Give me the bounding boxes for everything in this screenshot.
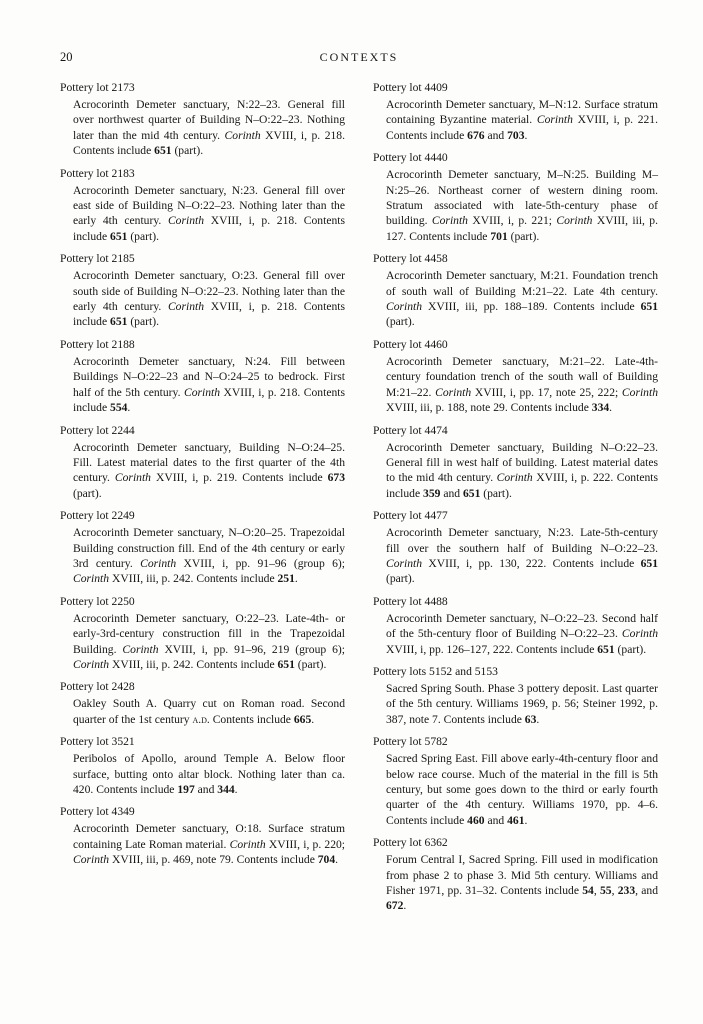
lot-description <box>73 97 345 159</box>
text-run: . <box>524 128 528 142</box>
text-run: . <box>127 401 131 415</box>
catalog-number: 651 <box>110 229 128 243</box>
text-run: Acrocorinth Demeter sanctuary, N:23. Late-5th-century fill over the southern half of Building N–O:22–23. <box>386 526 658 555</box>
text-run: XVIII, iii, p. 188, note 29. Contents include <box>386 401 592 415</box>
text-run: . <box>609 401 613 415</box>
text-run: , <box>611 884 618 898</box>
text-run: XVIII, i, pp. 91–96, 219 (group 6); <box>158 642 345 656</box>
lot-description <box>73 268 345 330</box>
catalog-number: 63 <box>524 712 537 726</box>
text-run: Corinth <box>621 627 658 641</box>
catalog-number: 344 <box>217 783 235 796</box>
text-run: XVIII, i, pp. 91–96 (group 6); <box>176 556 345 570</box>
text-run: Acrocorinth Demeter sanctuary, Building N–O:22–23. General fill in west half of building. Latest material dates to the mid 4th century. <box>386 440 658 485</box>
text-run: Acrocorinth Demeter sanctuary, N:22–23. General fill over northwest quarter of Building N–O:22–23. Nothing later than the mid 4th century. <box>73 98 345 142</box>
lot-description <box>386 167 658 244</box>
page-header <box>60 50 658 68</box>
pottery-lot-entry <box>60 166 345 245</box>
text-run: Sacred Spring South. Phase 3 pottery deposit. Last quarter of the 5th century. Williams 1969, p. 56; Steiner 1992, p. 387, note 7. Contents include <box>386 681 658 726</box>
text-run: (part). <box>294 657 327 671</box>
pottery-lot-entry <box>60 508 345 587</box>
catalog-number: 197 <box>177 783 195 796</box>
text-run: Acrocorinth Demeter sanctuary, O:23. General fill over south side of Building N–O:22–23. Nothing later than the early 4th century. <box>73 269 345 314</box>
pottery-lot-entry <box>373 423 658 502</box>
lot-heading: Pottery lot 4460 <box>373 337 448 351</box>
lot-heading: Pottery lot 4440 <box>373 151 448 165</box>
lot-description <box>386 751 658 828</box>
catalog-number: 55 <box>599 884 612 898</box>
text-run: XVIII, i, p. 221; <box>467 214 557 228</box>
catalog-number: 54 <box>582 884 594 898</box>
lot-heading: Pottery lot 4409 <box>373 81 448 94</box>
lot-heading: Pottery lot 4458 <box>373 252 448 266</box>
pottery-lot-entry <box>373 734 658 828</box>
text-run: Contents include <box>209 712 294 726</box>
lot-heading: Pottery lot 3521 <box>60 735 135 749</box>
catalog-number: 703 <box>507 128 525 142</box>
text-run: Corinth <box>167 214 205 228</box>
text-run: (part). <box>614 642 647 656</box>
catalog-number: 651 <box>640 300 658 314</box>
text-run: XVIII, i, p. 218. Contents include <box>73 300 346 329</box>
catalog-number: 701 <box>490 229 508 243</box>
pottery-lot-entry <box>373 508 658 587</box>
catalog-number: 651 <box>640 556 658 570</box>
text-run: Corinth <box>114 471 151 485</box>
text-run: Corinth <box>73 853 110 867</box>
text-run: (part). <box>171 144 204 158</box>
text-run: Corinth <box>431 214 468 228</box>
text-run: XVIII, i, pp. 126–127, 222. Contents include <box>386 642 598 656</box>
catalog-number: 460 <box>467 813 485 827</box>
column-left <box>60 80 345 921</box>
lot-heading: Pottery lot 4349 <box>60 805 135 819</box>
text-run: Corinth <box>496 471 533 485</box>
text-run: Corinth <box>556 214 593 228</box>
text-run: Acrocorinth Demeter sanctuary, O:22–23. Late-4th- or early-3rd-century construction fill in the Trapezoidal Building. <box>73 611 345 656</box>
lot-heading: Pottery lot 2244 <box>60 423 135 437</box>
catalog-number: 554 <box>110 401 128 415</box>
running-head: CONTEXTS <box>319 50 399 64</box>
text-run: Corinth <box>621 385 658 399</box>
text-run: (part). <box>73 486 102 500</box>
catalog-number: 651 <box>597 642 615 656</box>
text-run: Acrocorinth Demeter sanctuary, N–O:20–25. Trapezoidal Building construction fill. End of the 4th century or early 3rd century. <box>73 526 345 570</box>
text-run: (part). <box>386 572 415 586</box>
catalog-number: 665 <box>293 712 312 726</box>
text-run: XVIII, i, p. 220; <box>265 837 346 851</box>
lot-description <box>386 611 658 657</box>
text-run: Corinth <box>73 657 110 671</box>
text-run: Acrocorinth Demeter sanctuary, N:24. Fill between Buildings N–O:22–23 and N–O:24–25 to bedrock. First half of the 5th century. <box>73 354 345 399</box>
text-run: Acrocorinth Demeter sanctuary, N–O:22–23. Second half of the 5th-century floor of Building N–O:22–23. <box>386 611 658 641</box>
text-run: XVIII, i, pp. 17, note 25, 222; <box>471 385 622 399</box>
lot-description <box>386 268 658 330</box>
text-run: (part). <box>127 315 159 329</box>
lot-heading: Pottery lot 2173 <box>60 81 135 94</box>
text-run: Corinth <box>536 113 573 127</box>
text-run: . <box>234 783 238 796</box>
pottery-lot-entry <box>60 804 345 867</box>
pottery-lot-entry <box>60 594 345 673</box>
text-run: XVIII, iii, p. 242. Contents include <box>109 657 278 671</box>
text-run: Acrocorinth Demeter sanctuary, Building N–O:24–25. Fill. Latest material dates to the first quarter of the 4th century. <box>73 440 345 485</box>
text-run: Acrocorinth Demeter sanctuary, M:21–22. Late-4th-century foundation trench of the south wall of Building M:21–22. <box>386 354 658 399</box>
lot-heading: Pottery lots 5152 and 5153 <box>373 664 498 678</box>
catalog-number: 704 <box>317 853 336 867</box>
pottery-lot-entry <box>373 664 658 727</box>
catalog-number: 651 <box>462 486 481 500</box>
catalog-number: 251 <box>277 572 295 586</box>
pottery-lot-entry <box>60 679 345 727</box>
text-run: Peribolos of Apollo, around Temple A. Below floor surface, butting onto altar block. Nothing later than ca. 420. Contents include <box>73 752 345 796</box>
lot-description <box>73 696 345 727</box>
text-run: Sacred Spring East. Fill above early-4th-century floor and below race course. Much of the material in the fill is 5th century, but some goes down to the third or early fourth quarter of the 4th century. Williams 1970, pp. 4–6. Contents include <box>386 752 658 827</box>
lot-description <box>386 440 658 502</box>
catalog-number: 651 <box>154 144 172 158</box>
text-run: (part). <box>127 229 159 243</box>
text-run: XVIII, iii, p. 469, note 79. Contents include <box>109 853 318 867</box>
catalog-number: 673 <box>327 471 345 485</box>
lot-heading: Pottery lot 2250 <box>60 594 135 608</box>
pottery-lot-entry <box>373 594 658 657</box>
lot-description <box>73 751 345 797</box>
text-run: , and <box>635 884 658 898</box>
text-run: Corinth <box>183 385 221 399</box>
text-run: XVIII, iii, p. 127. Contents include <box>386 214 658 243</box>
column-right <box>373 80 658 921</box>
catalog-number: 676 <box>467 128 485 142</box>
lot-heading: Pottery lot 5782 <box>373 735 448 749</box>
text-run: Corinth <box>386 300 423 314</box>
lot-description <box>73 525 345 587</box>
text-run: . <box>311 712 315 726</box>
catalog-number: 334 <box>591 401 610 415</box>
text-run: Corinth <box>435 385 472 399</box>
text-run: . <box>536 712 540 726</box>
text-run: . <box>335 853 339 867</box>
text-run: XVIII, i, p. 218. Contents include <box>73 385 345 415</box>
text-run: (part). <box>480 486 512 500</box>
lot-description <box>386 525 658 587</box>
lot-description <box>73 821 345 867</box>
lot-heading: Pottery lot 2183 <box>60 166 135 180</box>
text-run: XVIII, i, p. 218. Contents include <box>73 214 346 243</box>
text-run: Acrocorinth Demeter sanctuary, O:18. Surface stratum containing Late Roman material. <box>73 822 345 851</box>
lot-heading: Pottery lot 4477 <box>373 509 448 523</box>
pottery-lot-entry <box>60 251 345 330</box>
pottery-lot-entry <box>373 80 658 143</box>
lot-description <box>73 440 345 502</box>
lot-description <box>73 611 345 673</box>
catalog-number: 359 <box>423 486 441 500</box>
catalog-number: 651 <box>277 657 295 671</box>
lot-heading: Pottery lot 2185 <box>60 252 135 266</box>
text-run: and <box>440 486 463 500</box>
lot-heading: Pottery lot 4488 <box>373 594 448 608</box>
text-run: Oakley South A. Quarry cut on Roman road. Second quarter of the 1st century <box>73 697 345 726</box>
catalog-number: 651 <box>110 315 128 329</box>
text-run: Corinth <box>167 300 205 314</box>
text-run: a.d. <box>192 712 210 726</box>
text-run: Forum Central I, Sacred Spring. Fill used in modification from phase 2 to phase 3. Mid 5th century. Williams and Fisher 1971, pp. 31–32. Contents include <box>386 853 658 898</box>
text-run: . <box>294 572 298 586</box>
text-run: Acrocorinth Demeter sanctuary, N:23. General fill over east side of Building N–O:22–23. Nothing later than the early 4th century. <box>73 183 345 228</box>
pottery-lot-entry <box>60 80 345 159</box>
text-run: Corinth <box>229 837 266 851</box>
text-run: . <box>403 899 407 913</box>
lot-heading: Pottery lot 2188 <box>60 337 135 351</box>
page-number: 20 <box>60 50 73 64</box>
pottery-lot-entry <box>60 337 345 416</box>
catalog-number: 672 <box>386 899 404 913</box>
text-run: XVIII, iii, pp. 188–189. Contents include <box>422 300 641 314</box>
pottery-lot-entry <box>60 423 345 502</box>
lot-heading: Pottery lot 2428 <box>60 680 135 694</box>
lot-description <box>386 354 658 416</box>
text-run: Acrocorinth Demeter sanctuary, M–N:12. Surface stratum containing Byzantine material. <box>386 98 658 127</box>
text-run: and <box>484 813 508 827</box>
text-run: XVIII, i, p. 221. Contents include <box>386 113 658 142</box>
text-run: (part). <box>507 229 540 243</box>
text-run: Corinth <box>140 556 177 570</box>
text-run: XVIII, iii, p. 242. Contents include <box>109 572 278 586</box>
text-run: XVIII, i, p. 222. Contents include <box>386 471 658 500</box>
text-run: , <box>593 884 600 898</box>
text-run: Corinth <box>73 572 110 586</box>
text-run: Corinth <box>122 642 159 656</box>
lot-heading: Pottery lot 4474 <box>373 423 448 437</box>
catalog-number: 233 <box>617 884 636 898</box>
lot-heading: Pottery lot 2249 <box>60 509 135 523</box>
lot-description <box>386 681 658 727</box>
lot-description <box>386 852 658 914</box>
lot-description <box>73 183 345 245</box>
text-run: XVIII, i, pp. 130, 222. Contents include <box>422 556 641 570</box>
lot-description <box>73 354 345 416</box>
text-run: (part). <box>386 315 415 329</box>
text-run: XVIII, i, p. 219. Contents include <box>150 471 328 485</box>
lot-heading: Pottery lot 6362 <box>373 836 448 850</box>
pottery-lot-entry <box>373 835 658 914</box>
catalog-number: 461 <box>507 813 525 827</box>
text-run: and <box>194 783 218 796</box>
text-run: Corinth <box>386 556 423 570</box>
text-run: Corinth <box>224 128 261 142</box>
pottery-lot-entry <box>373 337 658 416</box>
text-run: XVIII, i, p. 218. Contents include <box>73 128 345 158</box>
text-run: . <box>524 813 528 827</box>
text-run: and <box>484 128 508 142</box>
text-run: Acrocorinth Demeter sanctuary, M–N:25. Building M–N:25–26. Northeast corner of western dining room. Stratum associated with late-5th-century phase of building. <box>386 168 658 228</box>
lot-description <box>386 97 658 143</box>
text-columns <box>60 80 658 921</box>
text-run: Acrocorinth Demeter sanctuary, M:21. Foundation trench of south wall of Building M:21–22. Late 4th century. <box>386 269 658 298</box>
pottery-lot-entry <box>373 150 658 244</box>
pottery-lot-entry <box>373 251 658 330</box>
pottery-lot-entry <box>60 734 345 797</box>
